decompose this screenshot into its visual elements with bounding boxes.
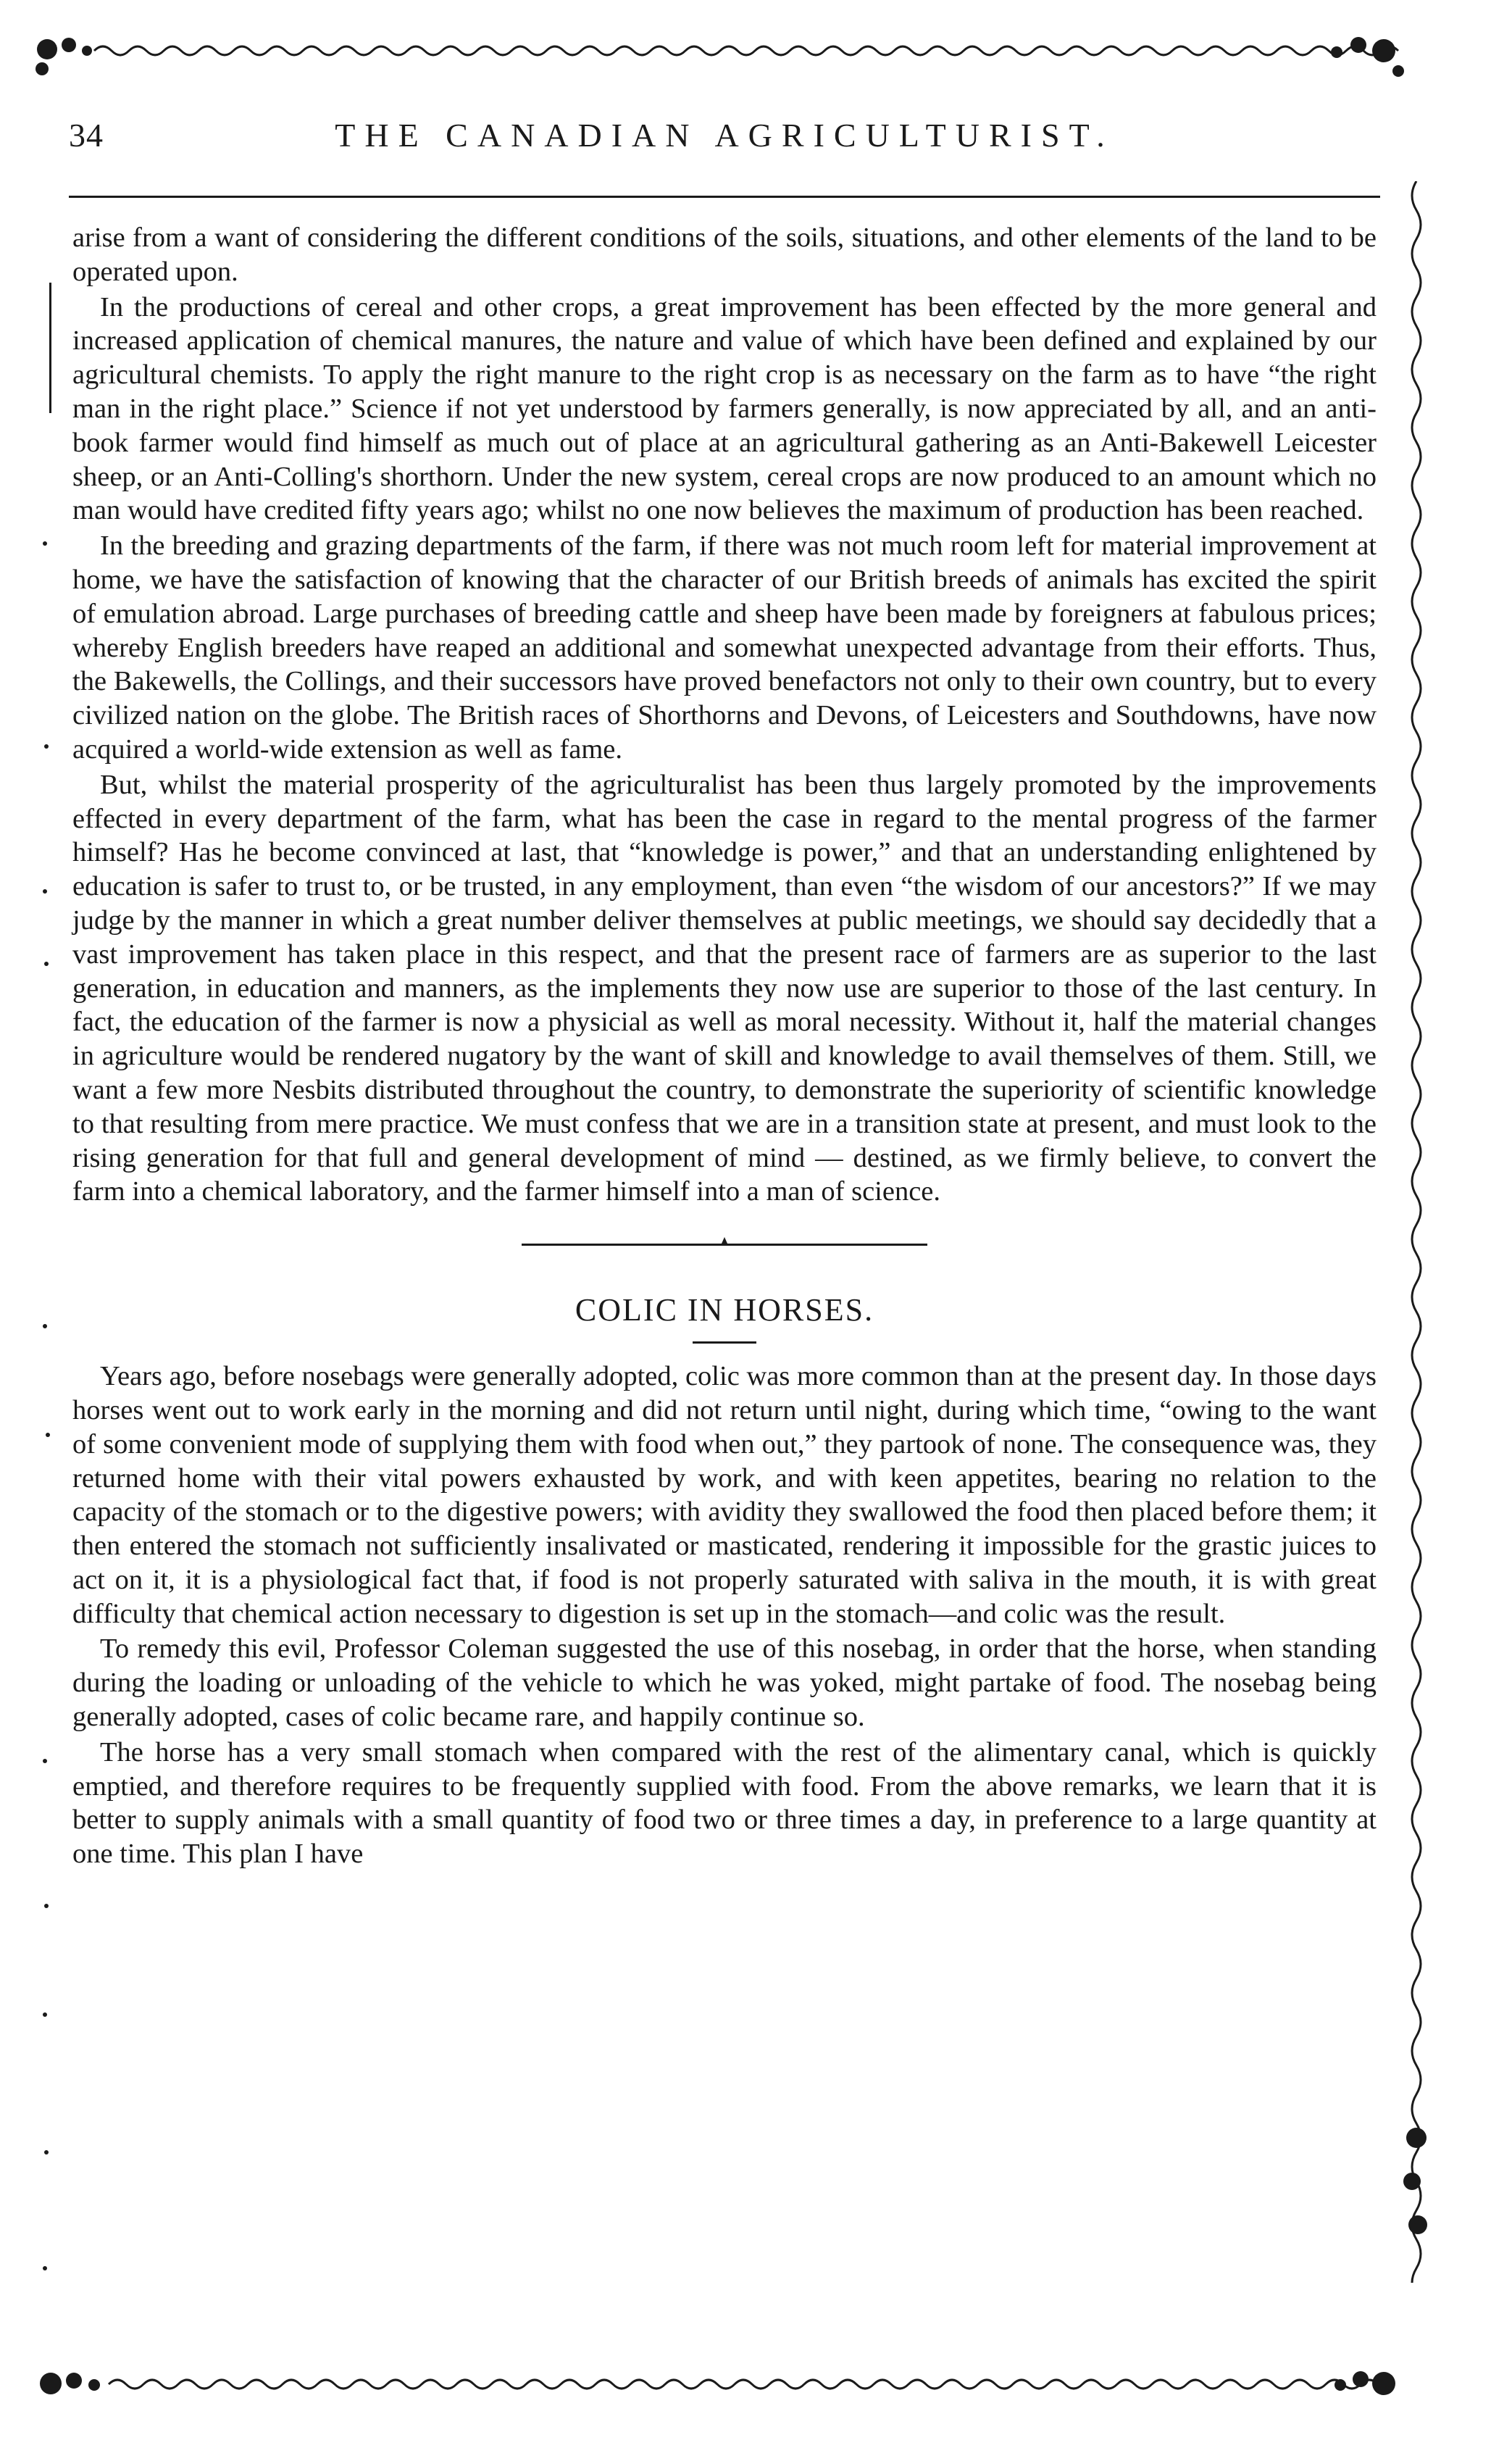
right-ornament-border <box>1402 181 1431 2283</box>
paragraph: Years ago, before nosebags were generally adopted, colic was more common than at the present day. In those days horses went out to work early in the morning and did not return until night, during which time, “owing to the want of some convenient mode of supplying them with food when out,” they partook of none. The consequence was, they returned home with their vital powers exhausted by work, and with keen appetites, bearing no relation to the capacity of the stomach or to the digestive powers; with avidity they swallowed the food then placed before them; it then entered the stomach not sufficiently insalivated or masticated, rendering it impossible for the grastic juices to act on it, it is a physiological fact that, if food is not properly saturated with saliva in the mouth, it is with great difficulty that chemical action necessary to digestion is set up in the stomach—and colic was the result. <box>72 1361 1377 1629</box>
running-title: THE CANADIAN AGRICULTURIST. <box>335 117 1114 154</box>
paragraph: arise from a want of considering the different conditions of the soils, situations, and other elements of the land to be operated upon. <box>72 222 1377 287</box>
title-rule <box>693 1341 756 1344</box>
paragraph: In the breeding and grazing departments of the farm, if there was not much room left for material improvement at home, we have the satisfaction of knowing that the character of our British breeds of animals has excited the spirit of emulation abroad. Large purchases of breeding cattle and sheep have been made by foreigners at fabulous prices; whereby English breeders have reaped an additional and somewhat unexpected advantage from their efforts. Thus, the Bakewells, the Collings, and their successors have proved benefactors not only to their own country, but to every civilized nation on the globe. The British races of Shorthorns and Devons, of Leicesters and Southdowns, have now acquired a world-wide extension as well as fame. <box>72 530 1377 765</box>
header-rule <box>69 196 1380 198</box>
paragraph: To remedy this evil, Professor Coleman suggested the use of this nosebag, in order that the horse, when standing during the loading or unloading of the vehicle to which he was yoked, might partake of food. The nosebag being generally adopted, cases of colic became rare, and happily continue so. <box>72 1633 1377 1733</box>
section-divider <box>522 1244 927 1246</box>
paragraph: But, whilst the material prosperity of the agriculturalist has been thus largely promoted by the improvements effected in every department of the farm, what has been the case in regard to the mental progress of the farmer himself? Has he become convinced at last, that “knowledge is power,” and that an understanding enlightened by education is safer to trust to, or be trusted, in any employment, than even “the wisdom of our ancestors?” If we may judge by the manner in which a great number deliver themselves at public meetings, we should say decidedly that a vast improvement has taken place in this respect, and that the present race of farmers are as superior to the last generation, in education and manners, as the implements they now use are superior to those of the last century. In fact, the education of the farmer is now a physicial as well as moral necessity. Without it, half the material changes in agriculture would be rendered nugatory by the want of skill and knowledge to avail themselves of them. Still, we want a few more Nesbits distributed throughout the country, to demonstrate the superiority of scientific knowledge to that resulting from mere practice. We must confess that we are in a transition state at present, and must look to the rising generation for that full and general development of mind — destined, as we firmly believe, to convert the farm into a chemical laboratory, and the farmer himself into a man of science. <box>72 769 1377 1207</box>
top-ornament-border <box>29 29 1413 80</box>
paragraph: The horse has a very small stomach when compared with the rest of the alimentary canal, which is quickly emptied, and therefore requires to be frequently supplied with food. From the above remarks, we learn that it is better to supply animals with a small quantity of food two or three times a day, in preference to a large quantity at one time. This plan I have <box>72 1736 1377 1870</box>
page-number: 34 <box>69 117 104 154</box>
section-title: COLIC IN HORSES. <box>575 1292 874 1328</box>
article-body <box>72 221 1377 1871</box>
bottom-ornament-border <box>29 2359 1413 2410</box>
running-header <box>69 116 1380 167</box>
paragraph: In the productions of cereal and other crops, a great improvement has been effected by the more general and increased application of chemical manures, the nature and value of which have been defined and explained by our agricultural chemists. To apply the right manure to the right crop is as necessary on the farm as to have “the right man in the right place.” Science if not yet understood by farmers generally, is now appreciated by all, and an anti-book farmer would find himself as much out of place at an agricultural gathering as an Anti-Bakewell Leicester sheep, or an Anti-Colling's shorthorn. Under the new system, cereal crops are now produced to an amount which no man would have credited fifty years ago; whilst no one now believes the maximum of production has been reached. <box>72 291 1377 526</box>
left-margin-ornament <box>36 239 65 2341</box>
